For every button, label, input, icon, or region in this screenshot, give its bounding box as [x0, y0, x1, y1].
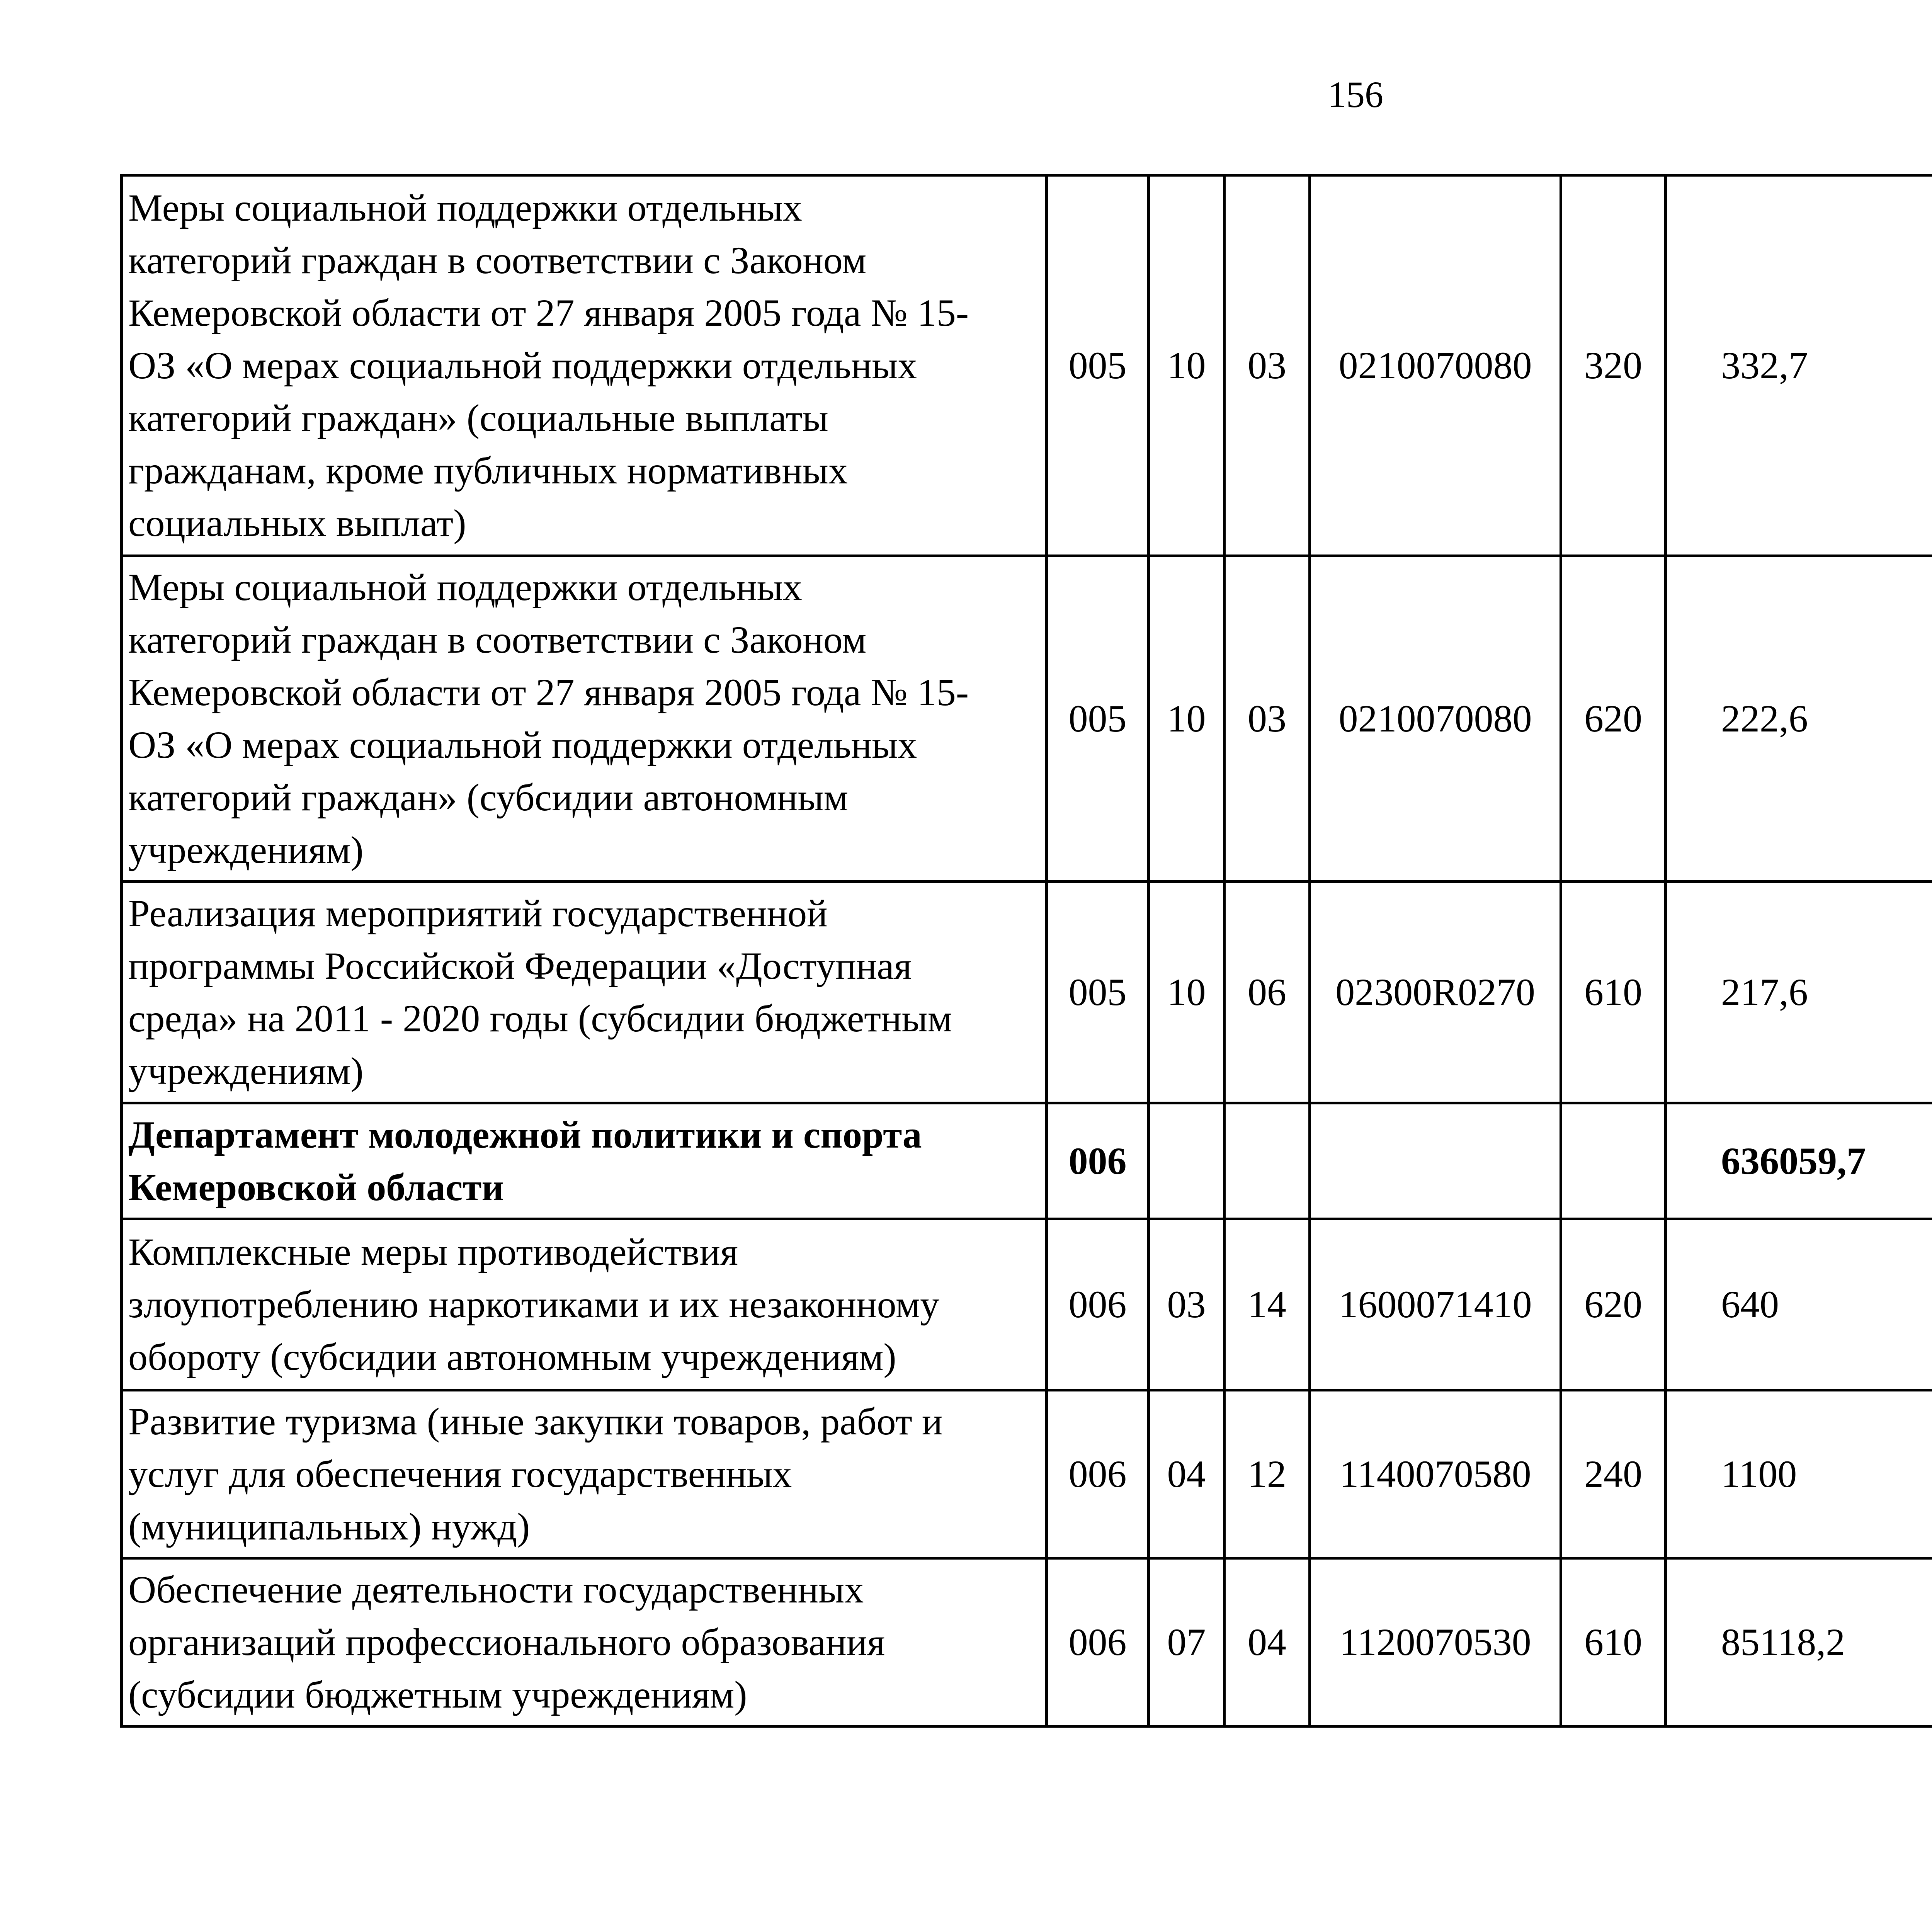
sum-year-1-cell: 222,6: [1666, 556, 1932, 882]
expense-name-line: Развитие туризма (иные закупки товаров, работ и: [128, 1400, 943, 1443]
table-row: [122, 1103, 1932, 1219]
table-row: [122, 882, 1932, 1103]
page-number: 156: [1328, 74, 1383, 115]
expense-name-line: Кемеровской области от 27 января 2005 года № 15-: [128, 291, 969, 334]
table-row: [122, 175, 1932, 556]
sum-year-1-cell: 636059,7: [1666, 1103, 1932, 1219]
subsection-code-cell: 12: [1225, 1390, 1310, 1558]
section-code-cell: 03: [1149, 1219, 1225, 1390]
expense-name-cell: [122, 175, 1047, 556]
expense-name-cell: [122, 556, 1047, 882]
ministry-code-cell: 006: [1047, 1103, 1149, 1219]
expense-name-line: учреждениям): [128, 828, 364, 871]
section-code-cell: 04: [1149, 1390, 1225, 1558]
expense-name-cell: [122, 882, 1047, 1103]
expense-name-line: Обеспечение деятельности государственных: [128, 1568, 864, 1611]
target-item-code-cell: 1600071410: [1310, 1219, 1561, 1390]
expense-name-line: категорий граждан в соответствии с Законом: [128, 618, 867, 661]
target-item-code-cell: 1140070580: [1310, 1390, 1561, 1558]
expense-type-code-cell: [1561, 1103, 1666, 1219]
expense-type-code-cell: 620: [1561, 556, 1666, 882]
expense-name-line: Меры социальной поддержки отдельных: [128, 186, 802, 229]
ministry-code-cell: 005: [1047, 556, 1149, 882]
expense-type-code-cell: 610: [1561, 1558, 1666, 1726]
expense-name-line: Реализация мероприятий государственной: [128, 892, 828, 935]
subsection-code-cell: 03: [1225, 175, 1310, 556]
section-code-cell: [1149, 1103, 1225, 1219]
target-item-code-cell: 1120070530: [1310, 1558, 1561, 1726]
ministry-code-cell: 005: [1047, 175, 1149, 556]
section-code-cell: 10: [1149, 175, 1225, 556]
table-row: [122, 556, 1932, 882]
expense-name-line: категорий граждан в соответствии с Законом: [128, 239, 867, 282]
expense-name-line: категорий граждан» (социальные выплаты: [128, 396, 828, 439]
section-code-cell: 10: [1149, 556, 1225, 882]
expense-name-cell: [122, 1219, 1047, 1390]
expense-name-line: Меры социальной поддержки отдельных: [128, 566, 802, 609]
expense-name-line: категорий граждан» (субсидии автономным: [128, 776, 848, 819]
sum-year-1-cell: 217,6: [1666, 882, 1932, 1103]
expense-name-line: ОЗ «О мерах социальной поддержки отдельных: [128, 344, 917, 387]
expense-name-line: обороту (субсидии автономным учреждениям): [128, 1335, 896, 1378]
expense-name-cell: [122, 1390, 1047, 1558]
subsection-code-cell: 03: [1225, 556, 1310, 882]
expense-name-line: программы Российской Федерации «Доступная: [128, 944, 912, 987]
expense-name-line: среда» на 2011 - 2020 годы (субсидии бюджетным: [128, 997, 952, 1040]
subsection-code-cell: [1225, 1103, 1310, 1219]
expense-name-line: Кемеровской области: [128, 1165, 504, 1209]
ministry-code-cell: 006: [1047, 1219, 1149, 1390]
expense-type-code-cell: 610: [1561, 882, 1666, 1103]
expense-name-cell: [122, 1558, 1047, 1726]
expense-name-cell: [122, 1103, 1047, 1219]
expense-name-line: Кемеровской области от 27 января 2005 года № 15-: [128, 671, 969, 714]
sum-year-1-cell: 640: [1666, 1219, 1932, 1390]
expense-name-line: (субсидии бюджетным учреждениям): [128, 1673, 747, 1716]
expense-name-line: злоупотреблению наркотиками и их незаконному: [128, 1283, 940, 1326]
table-body: [122, 175, 1932, 1726]
target-item-code-cell: [1310, 1103, 1561, 1219]
sum-year-1-cell: 85118,2: [1666, 1558, 1932, 1726]
expense-type-code-cell: 620: [1561, 1219, 1666, 1390]
section-code-cell: 10: [1149, 882, 1225, 1103]
table-row: [122, 1558, 1932, 1726]
expense-name-line: Департамент молодежной политики и спорта: [128, 1113, 922, 1156]
section-code-cell: 07: [1149, 1558, 1225, 1726]
expense-name-line: ОЗ «О мерах социальной поддержки отдельных: [128, 723, 917, 766]
target-item-code-cell: 0210070080: [1310, 175, 1561, 556]
expense-name-line: гражданам, кроме публичных нормативных: [128, 449, 848, 492]
expense-name-line: услуг для обеспечения государственных: [128, 1453, 792, 1495]
expense-name-line: учреждениям): [128, 1050, 364, 1092]
ministry-code-cell: 006: [1047, 1390, 1149, 1558]
expense-name-line: организаций профессионального образования: [128, 1621, 885, 1664]
expense-name-line: социальных выплат): [128, 502, 466, 544]
target-item-code-cell: 02300R0270: [1310, 882, 1561, 1103]
sum-year-1-cell: 1100: [1666, 1390, 1932, 1558]
ministry-code-cell: 006: [1047, 1558, 1149, 1726]
target-item-code-cell: 0210070080: [1310, 556, 1561, 882]
table-row: [122, 1390, 1932, 1558]
expense-name-line: (муниципальных) нужд): [128, 1505, 530, 1548]
ministry-code-cell: 005: [1047, 882, 1149, 1103]
sum-year-1-cell: 332,7: [1666, 175, 1932, 556]
subsection-code-cell: 14: [1225, 1219, 1310, 1390]
table-row: [122, 1219, 1932, 1390]
budget-table: [120, 174, 1932, 1728]
subsection-code-cell: 04: [1225, 1558, 1310, 1726]
expense-type-code-cell: 240: [1561, 1390, 1666, 1558]
expense-name-line: Комплексные меры противодействия: [128, 1230, 738, 1273]
subsection-code-cell: 06: [1225, 882, 1310, 1103]
expense-type-code-cell: 320: [1561, 175, 1666, 556]
